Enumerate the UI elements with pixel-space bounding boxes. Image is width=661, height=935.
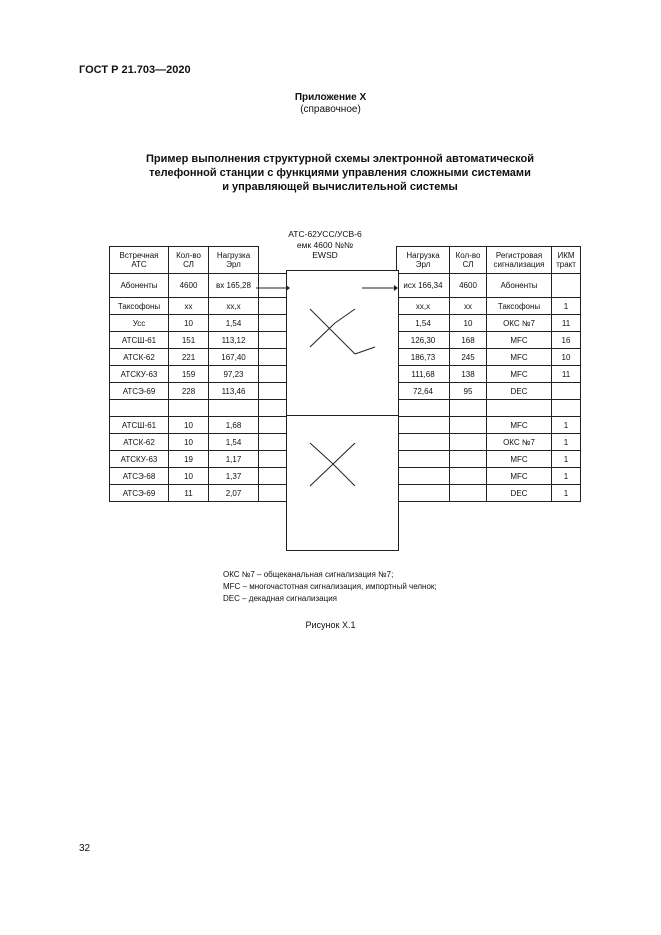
- table-cell: АТСШ-61: [110, 332, 169, 349]
- table-cell: хх,х: [397, 298, 450, 315]
- figure-title: [120, 152, 560, 194]
- table-cell: 1,54: [397, 315, 450, 332]
- table-cell: [552, 383, 581, 400]
- table-cell: MFC: [487, 332, 552, 349]
- table-row: [397, 485, 581, 502]
- table-cell: исх 166,34: [397, 274, 450, 298]
- table-cell: 4600: [450, 274, 487, 298]
- table-cell: DEC: [487, 485, 552, 502]
- table-row: [110, 451, 286, 468]
- table-cell: АТСК-62: [110, 349, 169, 366]
- table-cell: MFC: [487, 468, 552, 485]
- table-cell: 168: [450, 332, 487, 349]
- connector-cell: [259, 485, 286, 502]
- table-cell: [397, 417, 450, 434]
- appendix-type: (справочное): [300, 104, 361, 115]
- table-cell: 10: [169, 468, 209, 485]
- legend-item: ОКС №7 – общеканальная сигнализация №7;: [223, 570, 394, 579]
- table-cell: [450, 417, 487, 434]
- appendix-label: Приложение Х: [294, 92, 367, 103]
- incoming-arrow-icon: [256, 283, 290, 293]
- title-line: телефонной станции с функциями управления сложными системами: [149, 167, 531, 179]
- table-cell: АТСКУ-63: [110, 451, 169, 468]
- table-row: [397, 468, 581, 485]
- table-cell: MFC: [487, 349, 552, 366]
- table-row: [397, 332, 581, 349]
- table-cell: [450, 485, 487, 502]
- table-row: [397, 383, 581, 400]
- table-cell: 2,07: [209, 485, 259, 502]
- table-cell: 245: [450, 349, 487, 366]
- table-cell: Абоненты: [110, 274, 169, 298]
- table-cell: 1: [552, 468, 581, 485]
- table-cell: [450, 434, 487, 451]
- table-cell: 167,40: [209, 349, 259, 366]
- connector-cell: [259, 383, 286, 400]
- table-cell: 16: [552, 332, 581, 349]
- table-cell: 10: [552, 349, 581, 366]
- title-line: и управляющей вычислительной системы: [222, 181, 458, 193]
- connector-cell: [259, 434, 286, 451]
- table-row: [397, 349, 581, 366]
- table-cell: ОКС №7: [487, 315, 552, 332]
- table-cell: 11: [552, 366, 581, 383]
- table-cell: 111,68: [397, 366, 450, 383]
- table-row: [397, 298, 581, 315]
- table-cell: 1,68: [209, 417, 259, 434]
- table-row: [110, 298, 286, 315]
- table-cell: [397, 485, 450, 502]
- table-row: [397, 434, 581, 451]
- table-header-row: [110, 247, 286, 274]
- table-row: [397, 400, 581, 417]
- table-cell: АТСКУ-63: [110, 366, 169, 383]
- table-row: [397, 274, 581, 298]
- table-cell: [450, 468, 487, 485]
- table-cell: 151: [169, 332, 209, 349]
- station-capacity: емк 4600 №№: [296, 239, 354, 250]
- title-line: Пример выполнения структурной схемы электронной автоматической: [146, 153, 534, 165]
- table-cell: АТСШ-61: [110, 417, 169, 434]
- column-header: Кол-во СЛ: [169, 247, 209, 274]
- table-row: [110, 485, 286, 502]
- outgoing-table: [396, 246, 581, 502]
- table-cell: 1,54: [209, 434, 259, 451]
- table-cell: 72,64: [397, 383, 450, 400]
- table-cell: 4600: [169, 274, 209, 298]
- table-cell: хх: [450, 298, 487, 315]
- legend-item: MFC – многочастотная сигнализация, импортный челнок;: [223, 582, 437, 591]
- table-row: [110, 400, 286, 417]
- table-cell: [450, 400, 487, 417]
- table-cell: MFC: [487, 366, 552, 383]
- table-cell: Таксофоны: [487, 298, 552, 315]
- table-cell: 126,30: [397, 332, 450, 349]
- table-row: [110, 349, 286, 366]
- table-cell: АТСЭ-69: [110, 383, 169, 400]
- table-cell: [487, 400, 552, 417]
- column-header: Нагрузка Эрл: [397, 247, 450, 274]
- table-row: [110, 366, 286, 383]
- table-cell: 1: [552, 434, 581, 451]
- table-cell: 95: [450, 383, 487, 400]
- table-cell: [397, 468, 450, 485]
- table-row: [110, 468, 286, 485]
- table-cell: 11: [552, 315, 581, 332]
- table-cell: [110, 400, 169, 417]
- connector-cell: [259, 417, 286, 434]
- switch-block-lower: [286, 415, 399, 551]
- table-cell: 10: [169, 315, 209, 332]
- connector-cell: [259, 298, 286, 315]
- table-cell: 1: [552, 298, 581, 315]
- station-system: EWSD: [312, 250, 338, 260]
- table-row: [110, 332, 286, 349]
- table-cell: 138: [450, 366, 487, 383]
- table-row: [397, 417, 581, 434]
- station-name: АТС-62УСС/УСВ-6: [288, 229, 362, 239]
- table-cell: Абоненты: [487, 274, 552, 298]
- table-row: [110, 383, 286, 400]
- table-cell: [209, 400, 259, 417]
- table-header-row: [397, 247, 581, 274]
- table-cell: АТСК-62: [110, 434, 169, 451]
- legend-item: DEC – декадная сигнализация: [223, 594, 338, 603]
- table-row: [397, 451, 581, 468]
- table-cell: DEC: [487, 383, 552, 400]
- column-header: ИКМ тракт: [552, 247, 581, 274]
- connector-cell: [259, 247, 286, 274]
- outgoing-arrow-icon: [362, 283, 398, 293]
- column-header: Встречная АТС: [110, 247, 169, 274]
- table-cell: 186,73: [397, 349, 450, 366]
- table-cell: MFC: [487, 451, 552, 468]
- column-header: Кол-во СЛ: [450, 247, 487, 274]
- table-cell: 10: [169, 434, 209, 451]
- table-cell: 10: [450, 315, 487, 332]
- table-cell: 221: [169, 349, 209, 366]
- connector-cell: [259, 315, 286, 332]
- table-cell: 10: [169, 417, 209, 434]
- table-cell: [450, 451, 487, 468]
- table-cell: АТСЭ-69: [110, 485, 169, 502]
- figure-caption: Рисунок Х.1: [305, 620, 356, 630]
- connector-cell: [259, 468, 286, 485]
- station-label: [270, 229, 380, 261]
- table-row: [110, 417, 286, 434]
- table-cell: 113,46: [209, 383, 259, 400]
- table-cell: [552, 400, 581, 417]
- table-row: [110, 434, 286, 451]
- table-cell: 11: [169, 485, 209, 502]
- table-cell: хх,х: [209, 298, 259, 315]
- table-row: [397, 366, 581, 383]
- table-cell: MFC: [487, 417, 552, 434]
- table-cell: Таксофоны: [110, 298, 169, 315]
- table-cell: 1,54: [209, 315, 259, 332]
- table-cell: 113,12: [209, 332, 259, 349]
- table-cell: 97,23: [209, 366, 259, 383]
- table-cell: [552, 274, 581, 298]
- table-cell: 159: [169, 366, 209, 383]
- table-cell: вх 165,28: [209, 274, 259, 298]
- legend: [223, 569, 437, 605]
- table-cell: АТСЭ-68: [110, 468, 169, 485]
- table-cell: [397, 451, 450, 468]
- connector-cell: [259, 451, 286, 468]
- table-cell: 1: [552, 485, 581, 502]
- document-header: ГОСТ Р 21.703—2020: [79, 64, 191, 76]
- table-row: [397, 315, 581, 332]
- table-cell: 1: [552, 417, 581, 434]
- table-cell: 1: [552, 451, 581, 468]
- table-cell: 228: [169, 383, 209, 400]
- connector-cell: [259, 332, 286, 349]
- table-cell: ОКС №7: [487, 434, 552, 451]
- connector-cell: [259, 400, 286, 417]
- table-cell: [397, 400, 450, 417]
- table-cell: хх: [169, 298, 209, 315]
- table-row: [110, 315, 286, 332]
- table-cell: 1,37: [209, 468, 259, 485]
- table-cell: Усс: [110, 315, 169, 332]
- page-number: 32: [79, 843, 91, 854]
- column-header: Регистровая сигнализация: [487, 247, 552, 274]
- table-cell: 19: [169, 451, 209, 468]
- table-cell: [397, 434, 450, 451]
- table-cell: 1,17: [209, 451, 259, 468]
- table-cell: [169, 400, 209, 417]
- column-header: Нагрузка Эрл: [209, 247, 259, 274]
- connector-cell: [259, 349, 286, 366]
- cross-symbol-icon: [287, 416, 398, 550]
- connector-cell: [259, 366, 286, 383]
